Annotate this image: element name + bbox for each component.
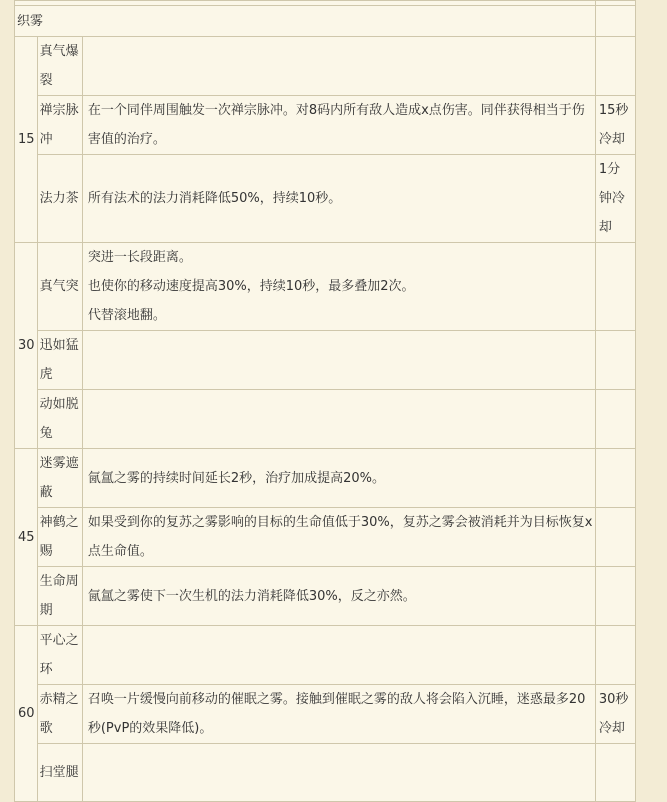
talent-cooldown: 15秒冷却 [595, 96, 635, 155]
talent-cooldown [595, 37, 635, 96]
tier-level: 60 [15, 626, 38, 802]
section-header-row [15, 6, 636, 37]
talent-desc: 氤氲之雾使下一次生机的法力消耗降低30%，反之亦然。 [82, 567, 595, 626]
talent-cooldown [595, 744, 635, 802]
talent-row [15, 390, 636, 449]
talent-desc [82, 243, 595, 331]
tier-level: 30 [15, 243, 38, 449]
talent-cooldown [595, 626, 635, 685]
desc-line: 也使你的移动速度提高30%，持续10秒，最多叠加2次。 [87, 279, 415, 294]
tier-level: 45 [15, 449, 38, 626]
talent-desc [82, 390, 595, 449]
talent-row [15, 567, 636, 626]
talent-desc [82, 331, 595, 390]
talent-name: 扫堂腿 [37, 744, 82, 802]
talent-cooldown: 30秒冷却 [595, 685, 635, 744]
talent-desc: 所有法术的法力消耗降低50%，持续10秒。 [82, 155, 595, 243]
talent-cooldown [595, 567, 635, 626]
talent-table [14, 0, 636, 802]
talent-desc: 氤氲之雾的持续时间延长2秒，治疗加成提高20%。 [82, 449, 595, 508]
talent-row [15, 744, 636, 802]
talent-cooldown [595, 243, 635, 331]
talent-cooldown [595, 508, 635, 567]
section-title: 织雾 [15, 6, 596, 37]
desc-line: 代替滚地翻。 [87, 308, 166, 323]
talent-name: 赤精之歌 [37, 685, 82, 744]
talent-name: 生命周期 [37, 567, 82, 626]
talent-row [15, 331, 636, 390]
talent-row [15, 449, 636, 508]
talent-name: 平心之环 [37, 626, 82, 685]
talent-name: 真气突 [37, 243, 82, 331]
talent-cooldown [595, 331, 635, 390]
talent-row [15, 508, 636, 567]
talent-desc [82, 744, 595, 802]
talent-cooldown: 1分钟冷却 [595, 155, 635, 243]
talent-row [15, 626, 636, 685]
talent-desc [82, 37, 595, 96]
talent-desc: 在一个同伴周围触发一次禅宗脉冲。对8码内所有敌人造成x点伤害。同伴获得相当于伤害值的治疗。 [82, 96, 595, 155]
talent-row [15, 685, 636, 744]
talent-row [15, 243, 636, 331]
talent-desc: 如果受到你的复苏之雾影响的目标的生命值低于30%，复苏之雾会被消耗并为目标恢复x点生命值。 [82, 508, 595, 567]
talent-desc: 召唤一片缓慢向前移动的催眠之雾。接触到催眠之雾的敌人将会陷入沉睡，迷惑最多20秒(PvP的效果降低)。 [82, 685, 595, 744]
talent-name: 禅宗脉冲 [37, 96, 82, 155]
talent-name: 迅如猛虎 [37, 331, 82, 390]
talent-cooldown [595, 390, 635, 449]
tier-level: 15 [15, 37, 38, 243]
talent-desc [82, 626, 595, 685]
talent-name: 真气爆裂 [37, 37, 82, 96]
talent-cooldown [595, 449, 635, 508]
talent-name: 动如脱兔 [37, 390, 82, 449]
talent-name: 迷雾遮蔽 [37, 449, 82, 508]
talent-row [15, 96, 636, 155]
talent-row [15, 155, 636, 243]
talent-name: 法力茶 [37, 155, 82, 243]
talent-name: 神鹤之赐 [37, 508, 82, 567]
desc-line: 突进一长段距离。 [87, 250, 192, 265]
talent-row [15, 37, 636, 96]
